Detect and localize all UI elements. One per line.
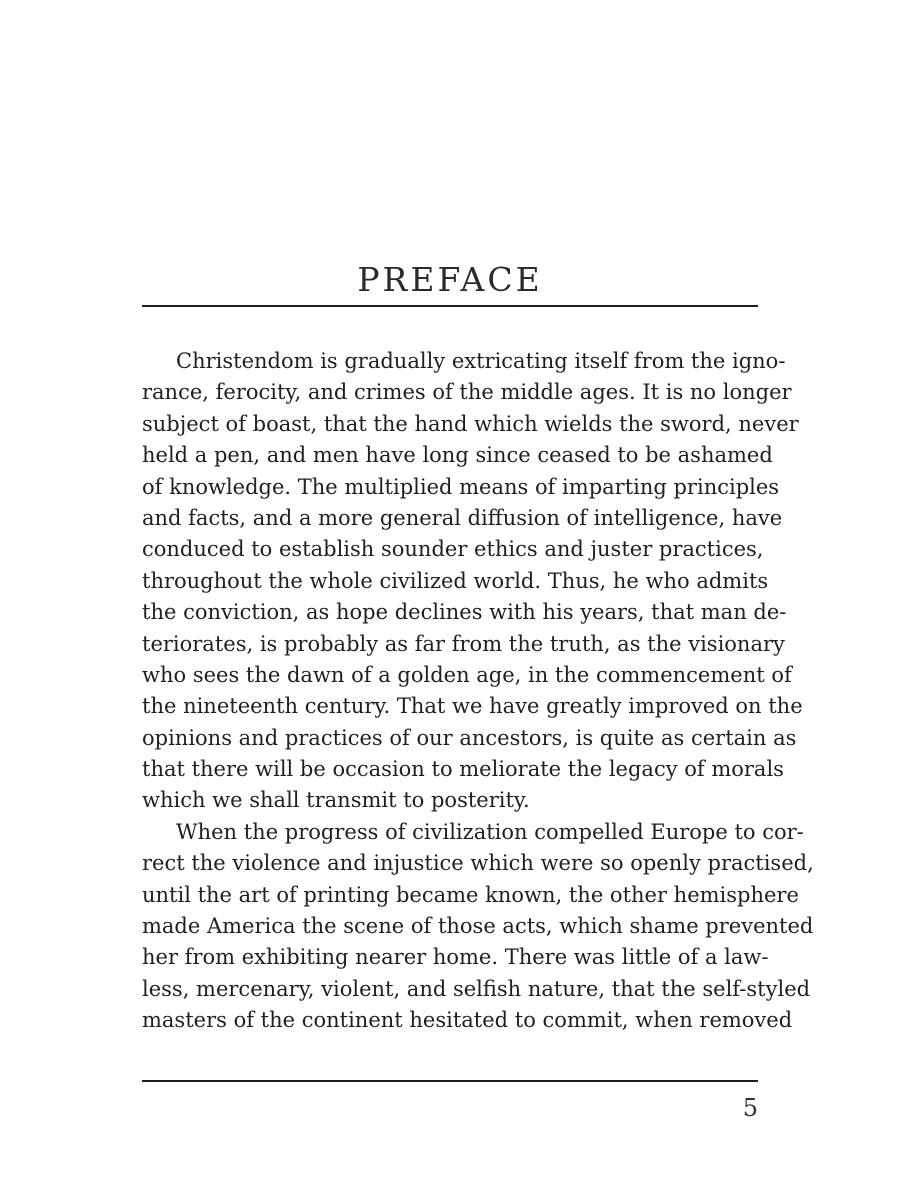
- footer-rule: [142, 1080, 758, 1082]
- text-line: less, mercenary, violent, and selfish nature, that the self-styled: [142, 976, 811, 1001]
- text-line: that there will be occasion to meliorate the legacy of morals: [142, 757, 784, 782]
- header-rule: [142, 305, 758, 307]
- text-line: teriorates, is probably as far from the truth, as the visionary: [142, 631, 785, 656]
- page-title: PREFACE: [357, 260, 543, 300]
- preface-body: [142, 346, 814, 1037]
- text-line: rance, ferocity, and crimes of the middle ages. It is no longer: [142, 380, 792, 405]
- paragraph: [142, 346, 803, 817]
- text-line: and facts, and a more general diffusion of intelligence, have: [142, 505, 783, 530]
- text-line: held a pen, and men have long since ceased to be ashamed: [142, 443, 773, 468]
- text-line: of knowledge. The multiplied means of imparting principles: [142, 474, 780, 499]
- text-line: throughout the whole civilized world. Thus, he who admits: [142, 568, 769, 593]
- text-line: made America the scene of those acts, which shame prevented: [142, 914, 814, 939]
- text-line: conduced to establish sounder ethics and juster practices,: [142, 537, 764, 562]
- text-line: opinions and practices of our ancestors, is quite as certain as: [142, 725, 797, 750]
- page-number: 5: [742, 1094, 758, 1122]
- text-line: the nineteenth century. That we have greatly improved on the: [142, 694, 803, 719]
- text-line: which we shall transmit to posterity.: [142, 788, 530, 813]
- text-line: masters of the continent hesitated to commit, when removed: [142, 1008, 793, 1033]
- text-line: Christendom is gradually extricating itself from the igno-: [176, 349, 786, 373]
- text-line: When the progress of civilization compelled Europe to cor-: [176, 819, 804, 844]
- text-line: rect the violence and injustice which were so openly practised,: [142, 851, 814, 876]
- paragraph: [142, 817, 814, 1037]
- text-line: subject of boast, that the hand which wields the sword, never: [142, 411, 799, 436]
- text-line: the conviction, as hope declines with his years, that man de-: [142, 600, 787, 625]
- text-line: who sees the dawn of a golden age, in the commencement of: [142, 662, 792, 687]
- text-line: her from exhibiting nearer home. There was little of a law-: [142, 945, 769, 970]
- text-line: until the art of printing became known, the other hemisphere: [142, 882, 799, 907]
